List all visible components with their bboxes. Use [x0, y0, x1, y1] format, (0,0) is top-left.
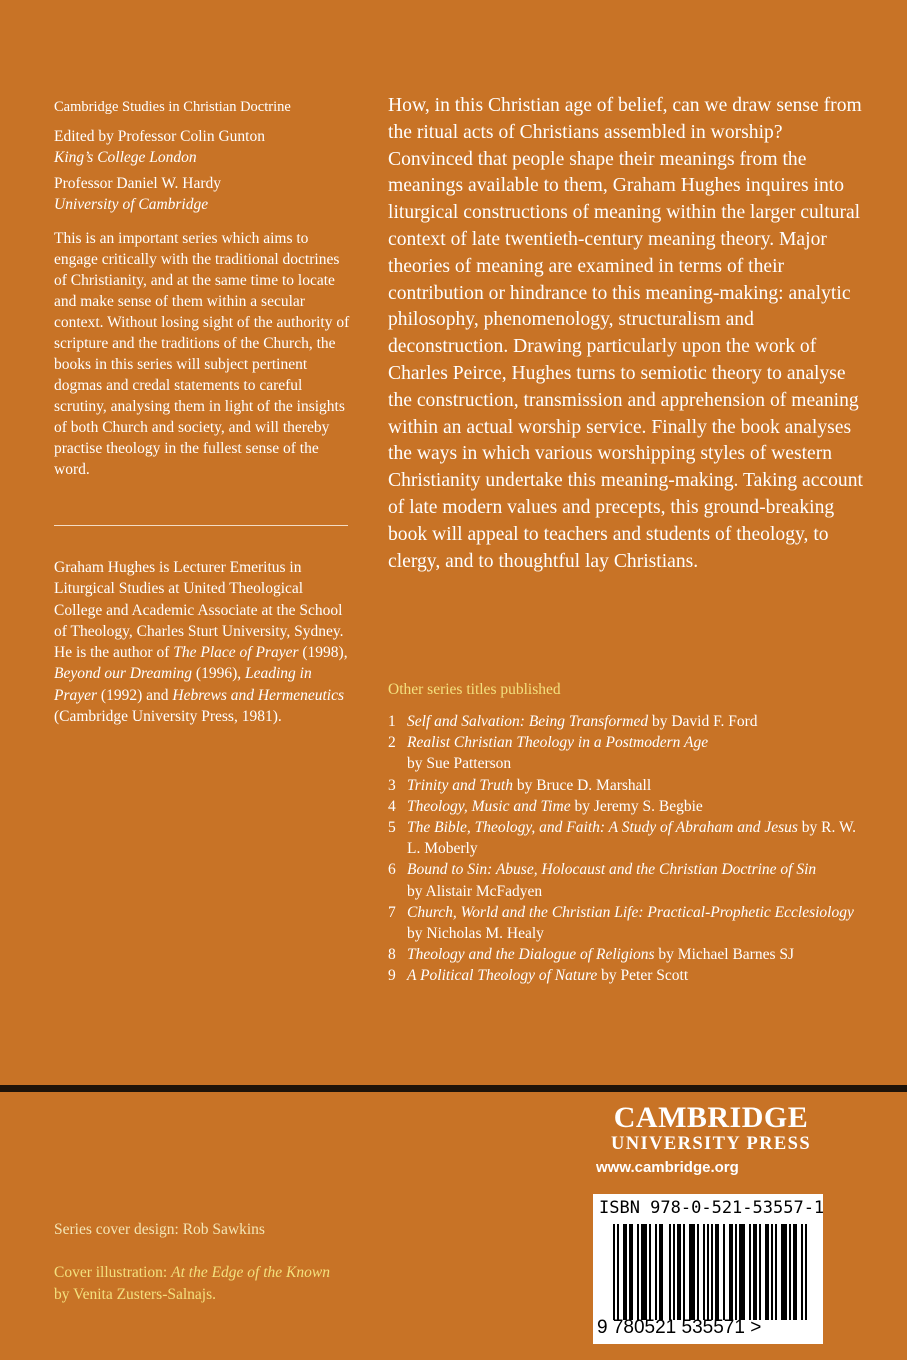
- editor-2: [54, 173, 350, 215]
- item-number: 5: [388, 819, 396, 837]
- barcode-bar: [717, 1224, 719, 1320]
- book-title: Leading in Prayer: [54, 665, 312, 704]
- divider-band: [0, 1085, 907, 1092]
- list-item: [388, 775, 858, 796]
- barcode-bar: [711, 1224, 713, 1320]
- barcode-bar: [735, 1224, 737, 1320]
- barcode-bar: [749, 1224, 751, 1320]
- bio-text: (1992) and: [97, 686, 173, 704]
- item-author: by Bruce D. Marshall: [512, 776, 652, 794]
- barcode-bar: [755, 1224, 757, 1320]
- barcode-bar: [631, 1224, 633, 1320]
- barcode-bar: [645, 1224, 647, 1320]
- barcode-bar: [683, 1224, 685, 1320]
- barcode-bar: [759, 1224, 761, 1320]
- item-title: Self and Salvation: Being Transformed: [407, 713, 649, 730]
- list-item: [388, 711, 858, 732]
- item-author: by Nicholas M. Healy: [407, 925, 544, 943]
- list-item: [388, 817, 858, 859]
- barcode-bar: [795, 1224, 797, 1320]
- barcode-bar: [679, 1224, 681, 1320]
- series-info: [54, 98, 350, 480]
- list-item: [388, 796, 858, 817]
- item-number: 1: [388, 713, 396, 730]
- item-title: Theology, Music and Time: [407, 797, 571, 815]
- publisher-logo: [596, 1102, 826, 1179]
- item-number: 7: [388, 903, 396, 921]
- book-title: Hebrews and Hermeneutics: [172, 686, 344, 704]
- list-item: [388, 732, 858, 774]
- barcode-bar: [673, 1224, 675, 1320]
- illustration-title: At the Edge of the Known: [171, 1264, 330, 1282]
- author-bio: [54, 557, 350, 727]
- item-author: by Peter Scott: [597, 967, 689, 985]
- item-author: by David F. Ford: [648, 713, 758, 730]
- section-divider: [54, 525, 348, 526]
- barcode-bar: [785, 1224, 787, 1320]
- bio-text: (1996),: [192, 665, 245, 683]
- cover-credits: [54, 1219, 334, 1305]
- barcode-bar: [637, 1224, 639, 1320]
- barcode-bar: [771, 1224, 773, 1320]
- barcode-bar: [693, 1224, 695, 1320]
- other-titles-list: [388, 711, 858, 987]
- other-titles-heading: Other series titles published: [388, 681, 561, 698]
- editor-affiliation: King’s College London: [54, 149, 197, 166]
- item-author: by Alistair McFadyen: [407, 882, 543, 900]
- barcode-bar: [723, 1224, 725, 1320]
- list-item: [388, 902, 858, 944]
- editor-name: Professor Daniel W. Hardy: [54, 175, 222, 192]
- item-title: Church, World and the Christian Life: Practical-Prophetic Ecclesiology: [407, 903, 854, 921]
- bio-text: (Cambridge University Press, 1981).: [54, 708, 282, 726]
- bio-text: Graham Hughes is Lecturer Emeritus in Liturgical Studies at United Theological College and Academic Associate at the School of Theology, Charles Sturt University, Sydney. He is the author of: [54, 559, 344, 662]
- barcode-bar: [789, 1224, 791, 1320]
- credit-text: Cover illustration:: [54, 1264, 172, 1282]
- barcode-bar: [805, 1224, 807, 1320]
- series-description: This is an important series which aims to engage critically with the traditional doctrines of Christianity, and at the same time to locate and make sense of them within a secular context. Without losing sight of the authority of scripture and the traditions of the Church, the books in this series will subject pertinent dogmas and credal statements to careful scrutiny, analysing them in light of the insights of both Church and society, and will thereby practise theology in the fullest sense of the word.: [54, 230, 350, 478]
- barcode-bars: [613, 1224, 809, 1320]
- barcode-bar: [625, 1224, 627, 1320]
- item-title: Bound to Sin: Abuse, Holocaust and the Christian Doctrine of Sin: [407, 861, 817, 879]
- item-title: Theology and the Dialogue of Religions: [407, 946, 655, 964]
- barcode-bar: [617, 1224, 619, 1320]
- publisher-name: CAMBRIDGE: [613, 1101, 809, 1134]
- cover-illustration-credit: [54, 1262, 334, 1305]
- item-number: 3: [388, 776, 396, 794]
- barcode-bar: [613, 1224, 615, 1320]
- series-title: Cambridge Studies in Christian Doctrine: [54, 99, 291, 115]
- barcode-bar: [707, 1224, 709, 1320]
- barcode-bar: [661, 1224, 663, 1320]
- barcode-bar: [649, 1224, 651, 1320]
- list-item: [388, 965, 858, 986]
- list-item: [388, 859, 858, 901]
- isbn-label: ISBN 978-0-521-53557-1: [599, 1198, 825, 1218]
- editor-name: Edited by Professor Colin Gunton: [54, 128, 265, 145]
- publisher-subname: UNIVERSITY PRESS: [610, 1134, 812, 1154]
- bio-text: (1998),: [298, 644, 348, 662]
- barcode-bar: [669, 1224, 671, 1320]
- item-number: 9: [388, 967, 396, 985]
- editor-1: [54, 126, 350, 168]
- isbn-barcode: [593, 1194, 823, 1344]
- credit-text: by Venita Zusters-Salnajs.: [54, 1285, 217, 1303]
- item-author: by Sue Patterson: [407, 755, 512, 773]
- book-title: Beyond our Dreaming: [54, 665, 193, 683]
- item-author: by Michael Barnes SJ: [654, 946, 795, 964]
- item-title: Trinity and Truth: [407, 776, 513, 794]
- list-item: [388, 944, 858, 965]
- barcode-bar: [767, 1224, 769, 1320]
- barcode-bar: [743, 1224, 745, 1320]
- barcode-bar: [655, 1224, 657, 1320]
- item-author: by R. W. L. Moberly: [407, 819, 857, 858]
- publisher-url: www.cambridge.org: [596, 1159, 739, 1176]
- item-title: Realist Christian Theology in a Postmodern Age: [407, 734, 709, 752]
- barcode-bar: [703, 1224, 705, 1320]
- book-blurb: How, in this Christian age of belief, can we draw sense from the ritual acts of Christians assembled in worship? Convinced that people shape their meanings from the meanings available to them, Graham Hughes inquires into liturgical constructions of meaning within the larger cultural context of late twentieth-century meaning theory. Major theories of meaning are examined in terms of their contribution or hindrance to this meaning-making: analytic philosophy, phenomenology, structuralism and deconstruction. Drawing particularly upon the work of Charles Peirce, Hughes turns to semiotic theory to analyse the construction, transmission and apprehension of meaning within an actual worship service. Finally the book analyses the ways in which various worshipping styles of western Christianity undertake this meaning-making. Taking account of late modern values and precepts, this ground-breaking book will appeal to teachers and students of theology, to clergy, and to thoughtful lay Christians.: [388, 95, 863, 572]
- barcode-bar: [801, 1224, 803, 1320]
- item-number: 8: [388, 946, 396, 964]
- ean-digits: 9 780521 535571 >: [597, 1317, 762, 1338]
- item-number: 6: [388, 861, 396, 879]
- editor-affiliation: University of Cambridge: [54, 196, 209, 213]
- item-number: 2: [388, 734, 396, 752]
- cover-design-credit: Series cover design: Rob Sawkins: [54, 1221, 265, 1238]
- barcode-bar: [697, 1224, 699, 1320]
- item-title: The Bible, Theology, and Faith: A Study of Abraham and Jesus: [407, 819, 798, 837]
- book-title: The Place of Prayer: [173, 644, 299, 662]
- barcode-bar: [731, 1224, 733, 1320]
- item-author: by Jeremy S. Begbie: [570, 797, 703, 815]
- item-number: 4: [388, 797, 396, 815]
- barcode-bar: [775, 1224, 777, 1320]
- item-title: A Political Theology of Nature: [407, 967, 598, 985]
